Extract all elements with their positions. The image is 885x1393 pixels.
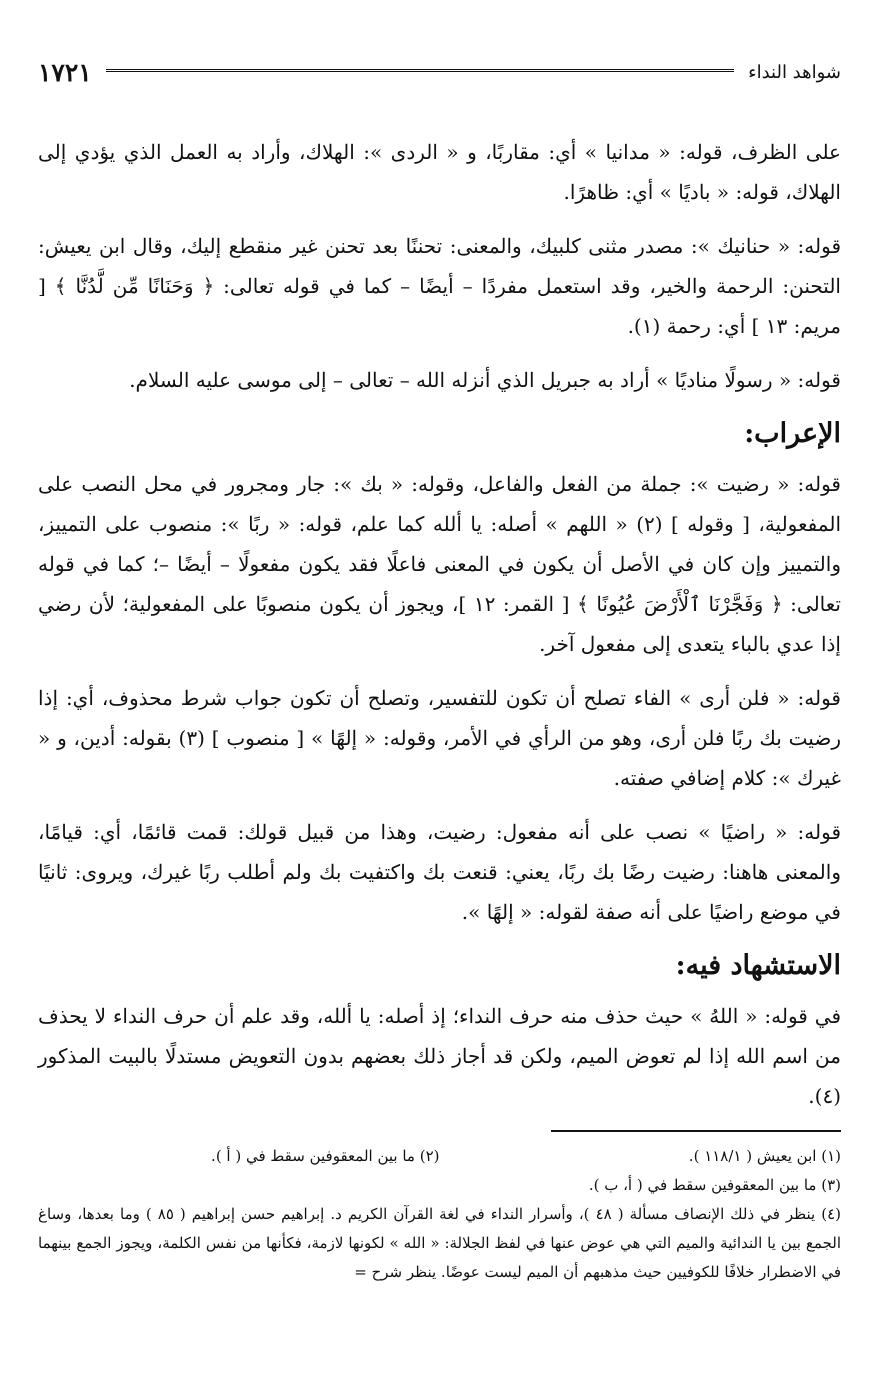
- footnote-row: [38, 1142, 841, 1171]
- running-head: [38, 52, 841, 92]
- paragraph: قوله: « فلن أرى » الفاء تصلح أن تكون للتفسير، وتصلح أن تكون جواب شرط محذوف، أي: إذا رضيت بك ربًا فلن أرى، وهو من الرأي في الأمر، وقوله: « إلهًا » [ منصوب ] (٣) بقوله: أدين، و « غيرك »: كلام إضافي صفته.: [38, 686, 841, 790]
- chapter-title: شواهد النداء: [748, 61, 841, 83]
- footnotes: [38, 1142, 841, 1287]
- paragraph: قوله: « رضيت »: جملة من الفعل والفاعل، وقوله: « بك »: جار ومجرور في محل النصب على المفعولية، [ وقوله ] (٢) « اللهم » أصله: يا ألله كما علم، قوله: « ربًا »: منصوب على التمييز، والتمييز وإن كان في الأصل أن يكون في المعنى فاعلًا فقد يكون مفعولًا – أيضًا –؛ كما في قوله تعالى: ﴿ وَفَجَّرْنَا ٱلْأَرْضَ عُيُونًا ﴾ [ القمر: ١٢ ]، ويجوز أن يكون منصوبًا على المفعولية؛ لأن رضي إذا عدي بالباء يتعدى إلى مفعول آخر.: [38, 472, 841, 656]
- paragraph: في قوله: « اللهُ » حيث حذف منه حرف النداء؛ إذ أصله: يا ألله، وقد علم أن حرف النداء لا يحذف من اسم الله إذا لم تعوض الميم، ولكن قد أجاز ذلك بعضهم بدون التعويض مستدلًا بالبيت المذكور (٤).: [38, 1004, 841, 1108]
- paragraph: قوله: « رسولًا مناديًا » أراد به جبريل الذي أنزله الله – تعالى – إلى موسى عليه السلام.: [129, 368, 841, 392]
- paragraph: قوله: « حنانيك »: مصدر مثنى كلبيك، والمعنى: تحننًا بعد تحنن غير منقطع إليك، وقال ابن يعيش: التحنن: الرحمة والخير، وقد استعمل مفردًا – أيضًا – كما في قوله تعالى: ﴿ وَحَنَانًا مِّن لَّدُنَّا ﴾ [ مريم: ١٣ ] أي: رحمة (١).: [38, 234, 841, 338]
- footnote-separator: [551, 1130, 841, 1132]
- footnote-4: (٤) ينظر في ذلك الإنصاف مسألة ( ٤٨ )، وأسرار النداء في لغة القرآن الكريم د. إبراهيم حسن إبراهيم ( ٨٥ ) وما بعدها، وساغ الجمع بين يا الندائية والميم التي هي عوض عنها في لفظ الجلالة: « الله » لكونها لازمة، فكأنها من نفس الكلمة، ويجوز الجمع بينهما في الاضطرار خلافًا للكوفيين حيث مذهبهم أن الميم ليست عوضًا. ينظر شرح =: [38, 1205, 841, 1281]
- page-number: ١٧٢١: [38, 57, 92, 87]
- header-rule: [106, 69, 734, 75]
- section-heading-irab: الإعراب:: [744, 418, 841, 449]
- footnote-3: (٣) ما بين المعقوفين سقط في ( أ، ب ).: [588, 1176, 841, 1194]
- footnote-2: (٢) ما بين المعقوفين سقط في ( أ ).: [211, 1147, 440, 1165]
- paragraph: قوله: « راضيًا » نصب على أنه مفعول: رضيت، وهذا من قبيل قولك: قمت قائمًا، أي: قيامًا، والمعنى هاهنا: رضيت رضًا بك ربًا، يعني: قنعت بك واكتفيت بك ولم أطلب ربًا غيرك، ويروى: ثانيًا في موضع راضيًا على أنه صفة لقوله: « إلهًا ».: [38, 820, 841, 924]
- paragraph: على الظرف، قوله: « مدانيا » أي: مقاربًا، و « الردى »: الهلاك، وأراد به العمل الذي يؤدي إلى الهلاك، قوله: « باديًا » أي: ظاهرًا.: [38, 140, 841, 204]
- section-heading-istishhad: الاستشهاد فيه:: [675, 950, 841, 981]
- body-text: [38, 132, 841, 1116]
- footnote-1: (١) ابن يعيش ( ١١٨/١ ).: [688, 1147, 841, 1165]
